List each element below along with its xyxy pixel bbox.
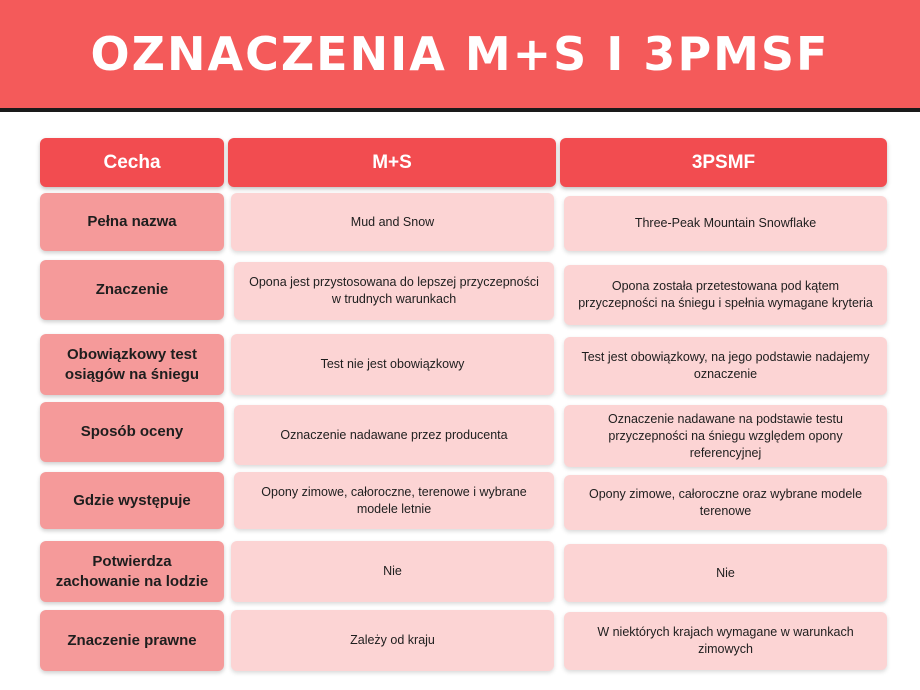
pmsf-value-cell: Oznaczenie nadawane na podstawie testu przyczepności na śniegu względem opony referencyjnej [564, 405, 887, 467]
title-banner [0, 0, 920, 112]
ms-value-cell: Opony zimowe, całoroczne, terenowe i wybrane modele letnie [234, 472, 554, 529]
feature-cell: Potwierdza zachowanie na lodzie [40, 541, 224, 602]
feature-cell: Gdzie występuje [40, 472, 224, 529]
pmsf-value-cell: Test jest obowiązkowy, na jego podstawie nadajemy oznaczenie [564, 337, 887, 395]
header-ms: M+S [228, 138, 556, 187]
feature-cell: Pełna nazwa [40, 193, 224, 251]
ms-value-cell: Mud and Snow [231, 193, 554, 251]
pmsf-value-cell: Nie [564, 544, 887, 602]
ms-value-cell: Opona jest przystosowana do lepszej przyczepności w trudnych warunkach [234, 262, 554, 320]
header-cecha: Cecha [40, 138, 224, 187]
feature-cell: Obowiązkowy test osiągów na śniegu [40, 334, 224, 395]
pmsf-value-cell: Three-Peak Mountain Snowflake [564, 196, 887, 251]
pmsf-value-cell: Opona została przetestowana pod kątem przyczepności na śniegu i spełnia wymagane kryteria [564, 265, 887, 325]
page-title: OZNACZENIA M+S I 3PMSF [90, 27, 830, 81]
ms-value-cell: Oznaczenie nadawane przez producenta [234, 405, 554, 465]
ms-value-cell: Zależy od kraju [231, 610, 554, 671]
ms-value-cell: Nie [231, 541, 554, 602]
pmsf-value-cell: Opony zimowe, całoroczne oraz wybrane modele terenowe [564, 475, 887, 530]
pmsf-value-cell: W niektórych krajach wymagane w warunkach zimowych [564, 612, 887, 670]
feature-cell: Znaczenie [40, 260, 224, 320]
feature-cell: Sposób oceny [40, 402, 224, 462]
ms-value-cell: Test nie jest obowiązkowy [231, 334, 554, 395]
feature-cell: Znaczenie prawne [40, 610, 224, 671]
header-3psmf: 3PSMF [560, 138, 887, 187]
